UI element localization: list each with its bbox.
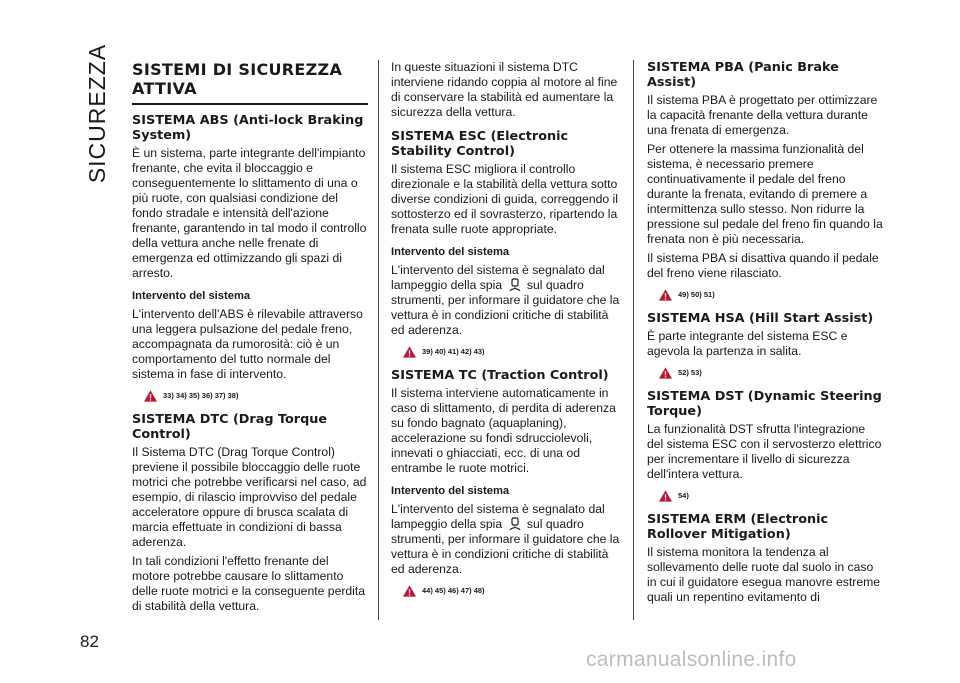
abs-body: È un sistema, parte integrante dell'impianto frenante, che evita il bloccaggio e conseguentemente lo slittamento di una o più ruote, con qualsiasi condizione del fondo stradale e intensità dell'azione frenante, garantendo in tal modo il controllo della vettura anche nelle frenate di emergenza ed ottimizzando gli spazi di arresto. <box>132 146 367 280</box>
esc-sub-body <box>391 263 623 338</box>
dtc-title: SISTEMA DTC (Drag Torque Control) <box>132 412 328 442</box>
section-heading: SISTEMI DI SICUREZZA ATTIVA <box>132 60 368 105</box>
tc-sub-text-a: L'intervento del sistema è segnalato dal lampeggio della spia <box>391 502 605 531</box>
warning-refs-text: 44) 45) 46) 47) 48) <box>422 586 485 595</box>
erm-body: Il sistema monitora la tendenza al sollevamento delle ruote dal suolo in caso in cui il guidatore esegua manovre estreme quali un repentino evitamento di <box>647 545 881 604</box>
column-divider <box>633 60 634 620</box>
dtc-intro: In queste situazioni il sistema DTC interviene ridando coppia al motore al fine di conservare la stabilità ed aumentare la sicurezza della vettura. <box>391 60 618 119</box>
esc-warning-refs <box>403 344 623 359</box>
chapter-title-text: SICUREZZA <box>84 43 111 183</box>
tc-warning-refs <box>403 583 623 598</box>
warning-refs-text: 33) 34) 35) 36) 37) 38) <box>163 391 239 400</box>
warning-triangle-icon <box>144 390 157 402</box>
hsa-body: È parte integrante del sistema ESC e agevola la partenza in salita. <box>647 329 848 358</box>
warning-triangle-icon <box>659 367 672 379</box>
esc-sub-text-b: sul quadro strumenti, per informare il guidatore che la vettura è in condizioni critiche di stabilità ed aderenza. <box>391 278 620 337</box>
tc-warning-lamp-icon <box>508 517 522 531</box>
page-number: 82 <box>80 632 99 651</box>
abs-sub-body: L'intervento dell'ABS è rilevabile attraverso una leggera pulsazione del pedale freno, accompagnata da rumorosità: ciò è un comportamento del tutto normale del sistema in fase di intervento. <box>132 307 363 381</box>
warning-refs-text: 39) 40) 41) 42) 43) <box>422 347 485 356</box>
warning-triangle-icon <box>659 490 672 502</box>
tc-title: SISTEMA TC (Traction Control) <box>391 368 609 383</box>
watermark-text: carmanualsonline.info <box>586 648 797 671</box>
erm-title: SISTEMA ERM (Electronic Rollover Mitigation) <box>647 512 829 542</box>
warning-triangle-icon <box>659 289 672 301</box>
esc-sub-text-a: L'intervento del sistema è segnalato dal lampeggio della spia <box>391 263 605 292</box>
dst-title: SISTEMA DST (Dynamic Steering Torque) <box>647 389 882 419</box>
pba-title: SISTEMA PBA (Panic Brake Assist) <box>647 60 839 90</box>
dtc-body-1: Il Sistema DTC (Drag Torque Control) previene il possibile bloccaggio delle ruote motrici che potrebbe verificarsi nel caso, ad esempio, di rilascio improvviso del pedale acceleratore oppure di brusca scalata di marcia effettuate in condizioni di bassa aderenza. <box>132 445 367 549</box>
pba-warning-refs <box>659 287 883 302</box>
warning-triangle-icon <box>403 585 416 597</box>
tc-subheading: Intervento del sistema <box>391 485 510 497</box>
column-3 <box>647 60 883 609</box>
tc-sub-body <box>391 502 623 577</box>
abs-title: SISTEMA ABS (Anti-lock Braking System) <box>132 113 364 143</box>
dst-body: La funzionalità DST sfrutta l'integrazione del sistema ESC con il servosterzo elettrico per incrementare il livello di sicurezza dell'intera vettura. <box>647 422 882 481</box>
tc-sub-text-b: sul quadro strumenti, per informare il guidatore che la vettura è in condizioni critiche di stabilità ed aderenza. <box>391 517 620 576</box>
pba-body-3: Il sistema PBA si disattiva quando il pedale del freno viene rilasciato. <box>647 251 879 280</box>
column-2 <box>391 60 623 604</box>
dtc-body-2: In tali condizioni l'effetto frenante del motore potrebbe causare lo slittamento delle ruote motrici e la conseguente perdita di stabilità della vettura. <box>132 554 366 613</box>
warning-refs-text: 52) 53) <box>678 368 702 377</box>
warning-refs-text: 54) <box>678 491 689 500</box>
chapter-side-title <box>78 43 118 183</box>
warning-refs-text: 49) 50) 51) <box>678 290 715 299</box>
column-divider <box>378 60 379 620</box>
tc-body: Il sistema interviene automaticamente in caso di slittamento, di perdita di aderenza su fondo bagnato (aquaplaning), accelerazione su fondi sdrucciolevoli, innevati o ghiacciati, ecc. di una od entrambe le ruote motrici. <box>391 386 616 475</box>
esc-body: Il sistema ESC migliora il controllo direzionale e la stabilità della vettura sotto diverse condizioni di guida, correggendo il sottosterzo ed il sovrasterzo, ripartendo la frenata sulle ruote appropriate. <box>391 162 618 236</box>
esc-subheading: Intervento del sistema <box>391 246 510 258</box>
column-1 <box>132 60 368 618</box>
abs-subheading: Intervento del sistema <box>132 290 251 302</box>
hsa-title: SISTEMA HSA (Hill Start Assist) <box>647 311 874 326</box>
warning-triangle-icon <box>403 346 416 358</box>
esc-warning-lamp-icon <box>508 278 522 292</box>
abs-warning-refs <box>144 388 368 403</box>
esc-title: SISTEMA ESC (Electronic Stability Control) <box>391 129 569 159</box>
pba-body-1: Il sistema PBA è progettato per ottimizzare la capacità frenante della vettura durante una frenata di emergenza. <box>647 93 878 137</box>
hsa-warning-refs <box>659 365 883 380</box>
dst-warning-refs <box>659 488 883 503</box>
pba-body-2: Per ottenere la massima funzionalità del sistema, è necessario premere continuativamente il pedale del freno durante la frenata, evitando di premere a intermittenza sullo stesso. Non ridurre la pressione sul pedale del freno fin quando la frenata non è più necessaria. <box>647 142 883 246</box>
